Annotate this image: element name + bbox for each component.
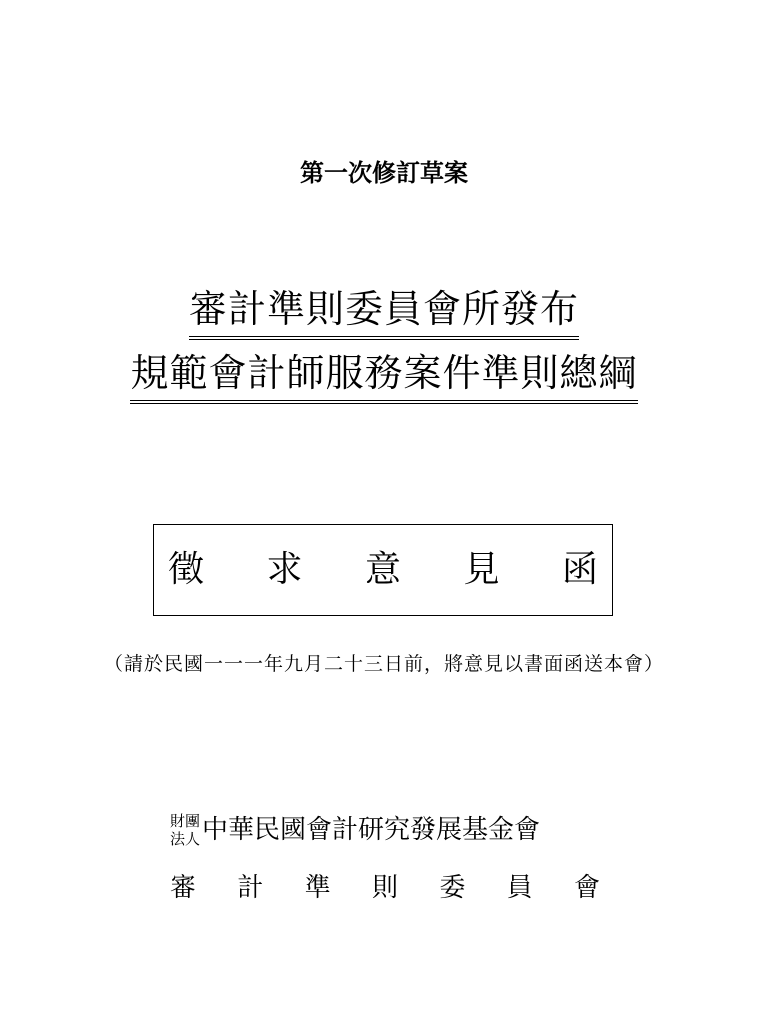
- draft-label: 第一次修訂草案: [300, 159, 468, 187]
- committee-char: 審: [170, 873, 197, 903]
- committee-char: 計: [237, 873, 264, 903]
- organization-prefix-bottom: 法人: [170, 830, 201, 848]
- committee-char: 員: [506, 873, 533, 903]
- box-char: 求: [266, 549, 303, 590]
- box-char: 意: [364, 549, 401, 590]
- box-char: 徵: [168, 549, 205, 590]
- title-line-2-text: 規範會計師服務案件準則總綱: [130, 348, 637, 404]
- committee-char: 準: [304, 873, 331, 903]
- box-char: 見: [463, 549, 500, 590]
- organization-name: 中華民國會計研究發展基金會: [202, 815, 541, 845]
- committee-char: 則: [371, 873, 398, 903]
- request-for-comments-box: [153, 524, 613, 616]
- organization-prefix-top: 財團: [170, 812, 201, 830]
- organization: [170, 812, 540, 848]
- committee-char: 會: [573, 873, 600, 903]
- committee-char: 委: [439, 873, 466, 903]
- title-line-1: [0, 284, 768, 340]
- committee-name: [170, 870, 600, 906]
- title-line-2: [0, 348, 768, 404]
- box-char: 函: [561, 549, 598, 590]
- deadline-note: （請於民國一一一年九月二十三日前，將意見以書面函送本會）: [103, 653, 664, 675]
- organization-prefix: [170, 812, 200, 848]
- title-line-1-text: 審計準則委員會所發布: [189, 284, 579, 340]
